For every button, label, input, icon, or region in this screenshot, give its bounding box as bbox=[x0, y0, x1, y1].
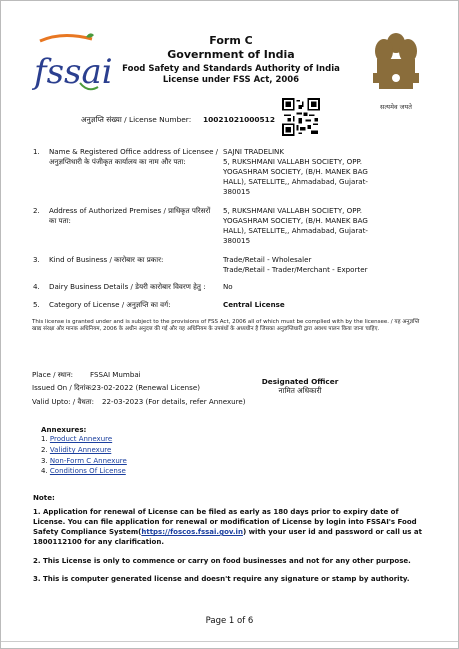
field-number: 5. bbox=[33, 300, 40, 309]
annexures-title: Annexures: bbox=[41, 425, 87, 434]
place-value: FSSAI Mumbai bbox=[90, 370, 141, 379]
provision-note: This license is granted under and is subject to the provisions of FSS Act, 2006 all of which must be complied with by the licensee. / यह अनुज्ञप्ति खाद्य संरक्षा और मानक अधिनियम, 2006 के अधीन अनुदत्त की गई और यह अधिनियम के उपबंधों के अध्यधीन है जिसका अनुज्ञप्तिधारी द्वारा अवश्य पालन किया जाना चाहिए. bbox=[32, 319, 420, 332]
form-title: Form C bbox=[209, 34, 253, 47]
designated-officer-hindi: नामित अधिकारी bbox=[278, 386, 322, 395]
annexure-item bbox=[41, 467, 126, 475]
annexure-item bbox=[41, 435, 112, 443]
place-label: Place / स्थान: bbox=[32, 370, 74, 379]
field-value-business-kind: Trade/Retail - Wholesaler Trade/Retail - Trader/Merchant - Exporter bbox=[223, 255, 368, 274]
license-number-line bbox=[81, 115, 275, 125]
annexure-item bbox=[41, 446, 111, 454]
annexure-number: 2. bbox=[41, 446, 50, 454]
page-indicator: Page 1 of 6 bbox=[205, 616, 254, 626]
license-number-label: अनुज्ञप्ति संख्या / License Number: bbox=[81, 115, 192, 124]
conditions-of-license-link[interactable]: Conditions Of License bbox=[49, 467, 126, 475]
designated-officer bbox=[257, 377, 343, 396]
bottom-divider bbox=[1, 641, 458, 642]
designated-officer-title: Designated Officer bbox=[261, 377, 339, 386]
authority-title: Food Safety and Standards Authority of India bbox=[122, 64, 340, 74]
field-label-category: Category of License / अनुज्ञप्ति का वर्ग: bbox=[49, 300, 171, 309]
field-label-premises: Address of Authorized Premises / प्राधिकृत परिसरों का पता: bbox=[49, 206, 211, 225]
note-renewal bbox=[33, 507, 433, 547]
emblem-caption: सत्यमेव जयते bbox=[380, 103, 412, 111]
note-computer-generated: 3. This is computer generated license and doesn't require any signature or stamp by authority. bbox=[33, 575, 410, 583]
valid-value: 22-03-2023 (For details, refer Annexure) bbox=[102, 397, 246, 406]
annexure-number: 4. bbox=[41, 467, 50, 475]
note-renewal-text: 1. Application for renewal of License can be filed as early as 180 days prior to expiry date of License. You can file application for renewal or modification of License by login into FSSAI's Food Safety Compliance System( bbox=[33, 508, 417, 536]
valid-row bbox=[32, 397, 246, 407]
field-number: 2. bbox=[33, 206, 40, 215]
validity-annexure-link[interactable]: Validity Annexure bbox=[49, 446, 112, 454]
field-number: 4. bbox=[33, 282, 40, 291]
valid-label: Valid Upto: / वैधता: bbox=[32, 397, 95, 406]
fssai-logo bbox=[32, 31, 113, 101]
qr-code bbox=[282, 98, 320, 136]
license-number: 10021021000512 bbox=[202, 115, 275, 124]
non-form-c-annexure-link[interactable]: Non-Form C Annexure bbox=[49, 457, 127, 465]
svg-text:fssai: fssai bbox=[34, 52, 113, 92]
annexure-number: 3. bbox=[41, 457, 50, 465]
field-value-category: Central License bbox=[223, 300, 285, 309]
note-purpose: 2. This License is only to commence or carry on food businesses and not for any other purpose. bbox=[33, 557, 411, 565]
field-value-licensee: SAJNI TRADELINK 5, RUKSHMANI VALLABH SOCIETY, OPP. YOGASHRAM SOCIETY, (B/H. MANEK BAG HALL), SATELLITE,, Ahmadabad, Gujarat-380015 bbox=[223, 147, 368, 196]
field-number: 1. bbox=[33, 147, 40, 156]
field-label-business-kind: Kind of Business / कारोबार का प्रकार: bbox=[49, 255, 164, 264]
issued-row bbox=[32, 383, 200, 393]
act-title: License under FSS Act, 2006 bbox=[162, 75, 300, 85]
foscos-link[interactable]: https://foscos.fssai.gov.in bbox=[141, 528, 243, 536]
note-title: Note: bbox=[33, 493, 55, 502]
state-emblem-icon bbox=[367, 31, 425, 109]
note-renewal-text-end: ) with your user id and password or call us at 1800112100 for any clarification. bbox=[33, 528, 422, 546]
government-title: Government of India bbox=[167, 48, 295, 61]
annexure-number: 1. bbox=[41, 435, 50, 443]
field-label-dairy: Dairy Business Details / डेयरी कारोबार विवरण हेतु : bbox=[49, 282, 206, 291]
issued-value: 23-02-2022 (Renewal License) bbox=[92, 383, 200, 392]
field-value-premises: 5, RUKSHMANI VALLABH SOCIETY, OPP. YOGASHRAM SOCIETY, (B/H. MANEK BAG HALL), SATELLITE,, Ahmadabad, Gujarat-380015 bbox=[223, 206, 368, 245]
annexure-item bbox=[41, 457, 127, 465]
field-number: 3. bbox=[33, 255, 40, 264]
field-value-dairy: No bbox=[223, 282, 233, 291]
product-annexure-link[interactable]: Product Annexure bbox=[49, 435, 113, 443]
issued-label: Issued On / दिनांक: bbox=[32, 383, 94, 392]
field-label-licensee: Name & Registered Office address of Licensee / अनुज्ञप्तिधारी के पंजीकृत कार्यालय का नाम और पता: bbox=[49, 147, 219, 166]
place-row bbox=[32, 370, 141, 380]
